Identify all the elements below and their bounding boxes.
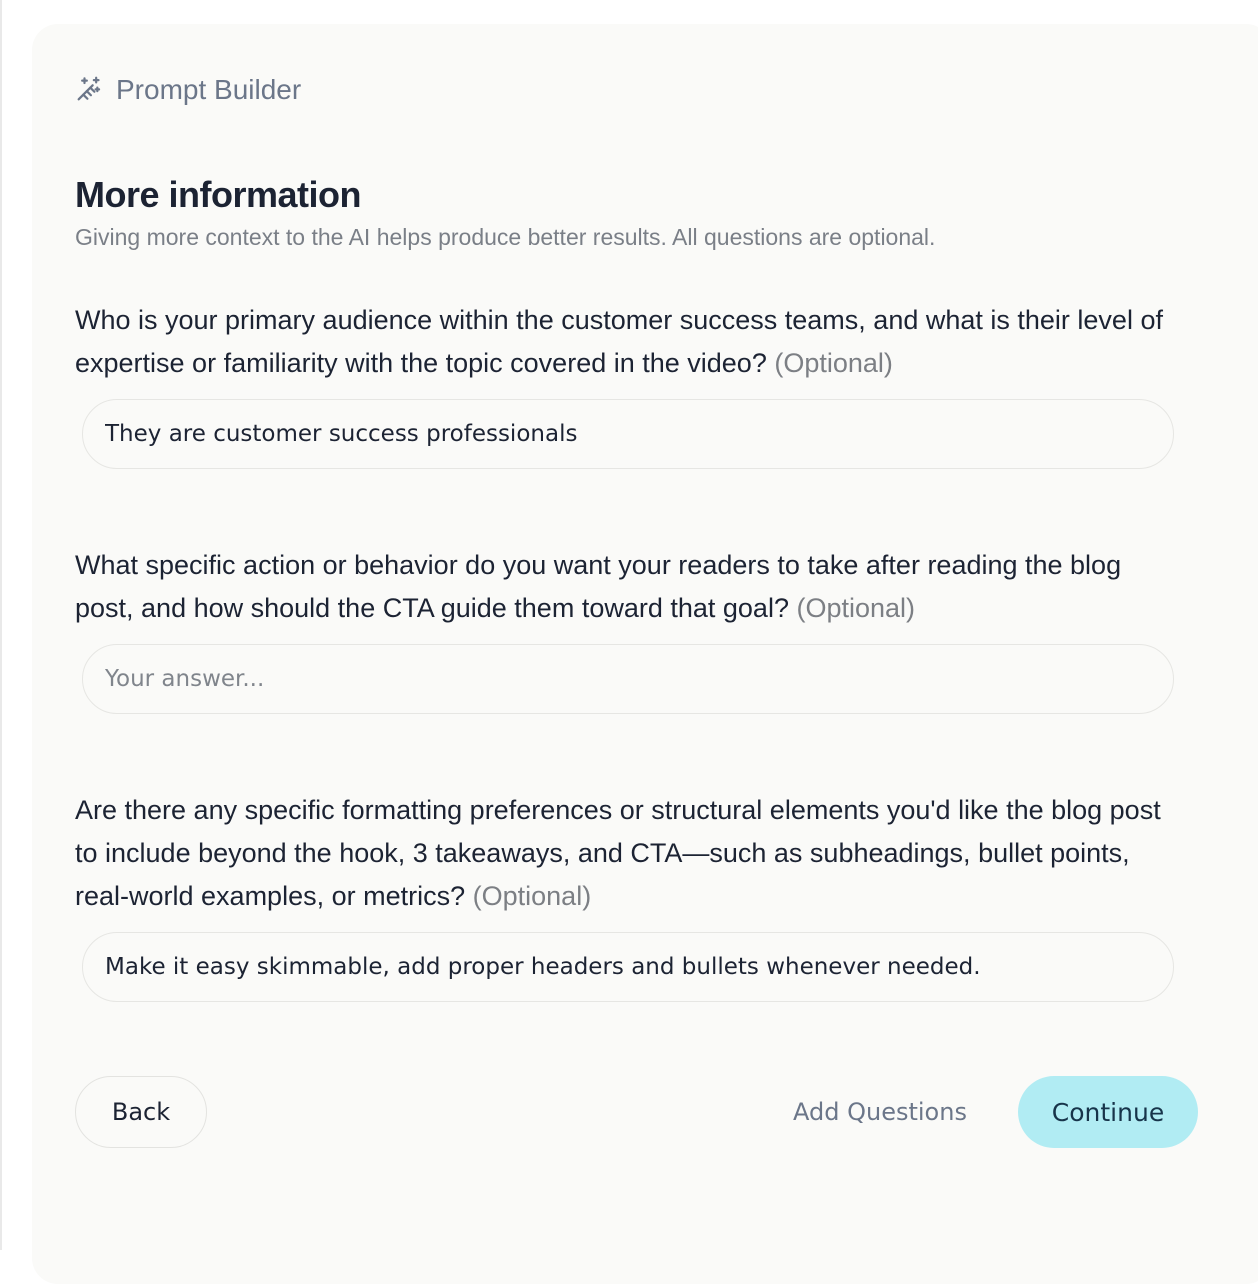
question-1-label — [75, 299, 1185, 385]
prompt-builder-card — [32, 24, 1258, 1284]
optional-tag: (Optional) — [796, 593, 916, 623]
question-1-text: Who is your primary audience within the customer success teams, and what is their level of expertise or familiarity with the topic covered in the video? — [75, 305, 1163, 378]
question-1-answer-input[interactable] — [82, 399, 1174, 469]
magic-wand-icon — [74, 76, 102, 104]
back-button[interactable]: Back — [75, 1076, 207, 1148]
question-3-label — [75, 789, 1185, 918]
question-2-label — [75, 544, 1185, 630]
brand-header — [74, 74, 301, 106]
app-title: Prompt Builder — [116, 74, 302, 105]
question-3-answer-input[interactable] — [82, 932, 1174, 1002]
section-subtitle: Giving more context to the AI helps produce better results. All questions are optional. — [75, 224, 936, 250]
question-2-answer-input[interactable] — [82, 644, 1174, 714]
optional-tag: (Optional) — [472, 881, 592, 911]
add-questions-button[interactable]: Add Questions — [777, 1076, 983, 1148]
continue-button[interactable]: Continue — [1018, 1076, 1198, 1148]
optional-tag: (Optional) — [774, 348, 893, 378]
section-title: More information — [75, 174, 361, 215]
question-2-text: What specific action or behavior do you want your readers to take after reading the blog post, and how should the CTA guide them toward that goal? — [75, 550, 1122, 623]
question-3-text: Are there any specific formatting preferences or structural elements you'd like the blog post to include beyond the hook, 3 takeaways, and CTA—such as subheadings, bullet points, real-world examples, or metrics? — [75, 795, 1161, 911]
